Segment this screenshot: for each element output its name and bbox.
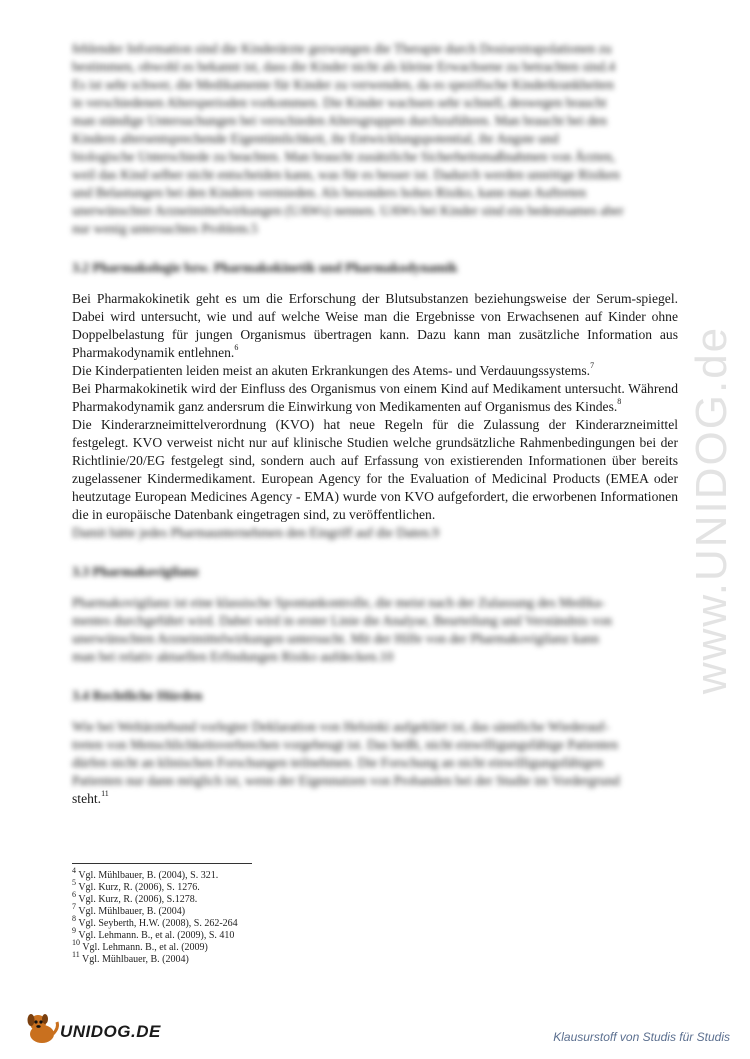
footnote-ref: 8 <box>617 397 622 407</box>
dog-icon <box>24 1010 62 1046</box>
blurred-paragraph-3-4 <box>72 718 678 790</box>
text-line: nur wenig untersuchtes Problem.5 <box>72 221 258 236</box>
footnote-ref: 11 <box>101 789 109 799</box>
text-line: man ständige Untersuchungen bei verschieden Altersgruppen durchzuführen. Man braucht bei den <box>72 113 607 128</box>
footer-tagline: Klausurstoff von Studis für Studis <box>553 1030 730 1044</box>
text-line: weil das Kind selber nicht entscheiden kann, was für es besser ist. Dadurch werden unnötige Risiken <box>72 167 620 182</box>
footnote: $^{10}$ Vgl. Lehmann. B., et al. (2009) <box>72 937 208 953</box>
paragraph-einfluss: Bei Pharmakokinetik wird der Einfluss des Organismus von einem Kind auf Medikament untersucht. Während Pharmakodynamik ganz andersrum die Einwirkung von Medikamenten auf Organismus des Kindes.$^8$ <box>72 381 678 414</box>
paragraph-3-4-tail: steht.$^{11}$ <box>72 789 109 806</box>
footnote: $^{11}$ Vgl. Mühlbauer, B. (2004) <box>72 949 189 965</box>
footnote-divider <box>72 863 252 864</box>
section-heading-3-2: 3.2 Pharmakologie bzw. Pharmakokinetik und Pharmakodynamik <box>72 260 458 275</box>
footnote: $^9$ Vgl. Lehmann. B., et al. (2009), S. 410 <box>72 925 235 941</box>
footnote: $^4$ Vgl. Mühlbauer, B. (2004), S. 321. <box>72 865 219 881</box>
text-line: Wie bei Weltärztebund vorlegter Deklaration von Helsinki aufgeklärt ist, das sämtliche Wiederauf- <box>72 719 610 734</box>
text-line: fehlender Information sind die Kinderärzte gezwungen die Therapie durch Dosisextrapolationen zu <box>72 41 612 56</box>
logo-text: UNIDOG.DE <box>60 1022 161 1041</box>
text-line: Kindern altersentsprechende Eigentümlichkeit, ihr Entwicklungspotential, ihr Angste und <box>72 131 559 146</box>
footnote: $^5$ Vgl. Kurz, R. (2006), S. 1276. <box>72 877 200 893</box>
text-line: in verschiedenen Altersperioden vorkommen. Die Kinder wachsen sehr schnell, deswegen braucht <box>72 95 607 110</box>
footnote: $^7$ Vgl. Mühlbauer, B. (2004) <box>72 901 186 917</box>
text-line: und Belastungen bei den Kindern vermieden. Als besonders hohes Risiko, kann man Auftreten <box>72 185 587 200</box>
section-3-2-body <box>72 290 678 542</box>
text-line: treten von Menschlichkeitsverbrechen vorgebeugt ist. Das heißt, nicht einwilligungsfähige Patienten <box>72 737 618 752</box>
text-line: Es ist sehr schwer, die Medikamente für Kinder zu verwenden, da es spezifische Kinderkrankheiten <box>72 77 614 92</box>
text-line: Pharmakovigilanz ist eine klassische Spontankontrolle, die meist nach der Zulassung des Medika- <box>72 595 606 610</box>
paragraph-pharmakokinetik: Bei Pharmakokinetik geht es um die Erforschung der Blutsubstanzen beziehungsweise der Serum-spiegel. Dabei wird untersucht, wie und auf welche Weise man die Ergebnisse von Erwachsenen auf Kinder ohne Doppelbelastung für jungen Organismus übertragen kann. Dazu kann man zusätzliche Information aus Pharmakodynamik entlehnen.$^6$ <box>72 291 678 360</box>
text-line: bestimmen, obwohl es bekannt ist, dass die Kinder nicht als kleine Erwachsene zu betrachten sind.4 <box>72 59 616 74</box>
text-line: mentes durchgeführt wird. Dabei wird in erster Linie die Analyse, Beurteilung und Verständnis von <box>72 613 612 628</box>
text-line: dürfen nicht an klinischen Forschungen teilnehmen. Die Forschung an nicht einwilligungsfähigen <box>72 755 604 770</box>
footnote: $^8$ Vgl. Seyberth, H.W. (2008), S. 262-264 <box>72 913 238 929</box>
text-line: unerwünschten Arzneimittelwirkungen untersucht. Mit der Hilfe von der Pharmakovigilanz kann <box>72 631 599 646</box>
text-line: unerwünschter Arzneimittelwirkungen (UAWs) nennen. UAWs bei Kinder sind ein bedeutsames aber <box>72 203 624 218</box>
footnote: $^6$ Vgl. Kurz, R. (2006), S.1278. <box>72 889 198 905</box>
watermark <box>682 280 742 740</box>
section-heading-3-4: 3.4 Rechtliche Hürden <box>72 688 203 703</box>
watermark-text: www.UNIDOG.de <box>687 325 737 695</box>
blurred-paragraph-kvo-tail: Damit hätte jedes Pharmaunternehmen den Eingriff auf die Daten.9 <box>72 525 440 540</box>
section-heading-3-3: 3.3 Pharmakovigilanz <box>72 564 199 579</box>
footnote-ref: 7 <box>590 361 595 371</box>
text-line: Patienten nur dann möglich ist, wenn der Eigennutzen von Probanden bei der Studie im Vordergrund <box>72 773 620 788</box>
footnotes <box>72 865 238 966</box>
text-line: biologische Unterschiede zu beachten. Man braucht zusätzliche Sicherheitsmaßnahmen von Ärzten, <box>72 149 616 164</box>
footnote-ref: 6 <box>234 343 239 353</box>
page-content <box>72 40 678 808</box>
unidog-logo <box>24 1010 161 1046</box>
paragraph-kinderpatienten: Die Kinderpatienten leiden meist an akuten Erkrankungen des Atems- und Verdauungssystems.$^7$ <box>72 361 595 378</box>
blurred-paragraph-3-3 <box>72 594 678 666</box>
paragraph-kvo: Die Kinderarzneimittelverordnung (KVO) hat neue Regeln für die Zulassung der Kinderarzneimittel festgelegt. KVO verweist nicht nur auf klinische Studien welche grundsätzliche Rahmenbedingungen bei der Richtlinie/20/EG festgelegt sind, sondern auch auf Erfassung von existierenden Informationen über bereits zugelassener Kindermedikament. European Agency for the Evaluation of Medicinal Products (EMEA oder heutzutage European Medicines Agency - EMA) wurde von KVO aufgefordert, die erworbenen Informationen die in europäische Datenbank eingetragen sind, zu veröffentlichen. <box>72 417 678 522</box>
blurred-paragraph-intro <box>72 40 678 238</box>
text-line: man bei relativ aktuellen Erfindungen Risiko aufdecken.10 <box>72 649 394 664</box>
